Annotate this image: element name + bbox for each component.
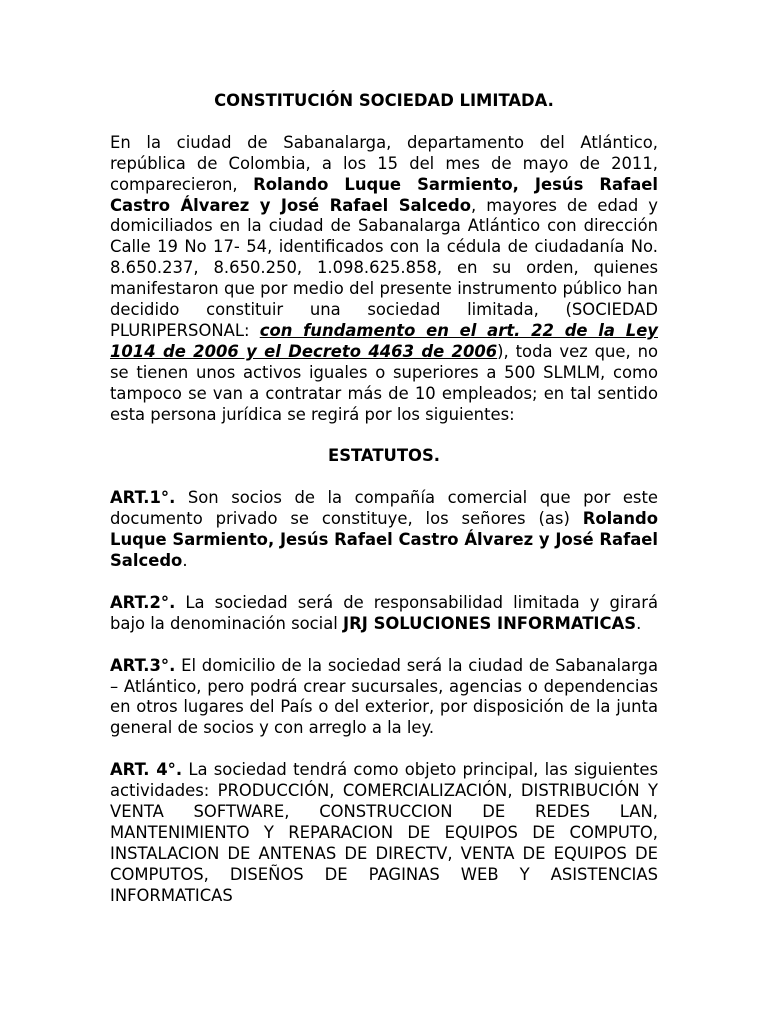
article-text: El domicilio de la sociedad será la ciudad de Sabanalarga – Atlántico, pero podrá crear sucursales, agencias o dependencias en otros lugares del País o del exterior, por disposición de la junta general de socios y con arreglo a la ley. <box>110 655 658 738</box>
article-label: ART.3°. <box>110 655 176 675</box>
article-2 <box>110 593 658 635</box>
article-4 <box>110 760 658 906</box>
intro-text-3: ), toda vez que, no se tienen unos activos iguales o superiores a 500 SLMLM, como tampoco se van a contratar más de 10 empleados; en tal sentido esta persona jurídica se regirá por los siguientes: <box>110 341 658 424</box>
article-3 <box>110 656 658 740</box>
document-page <box>110 91 658 906</box>
intro-names: Rolando Luque Sarmiento, Jesús Rafael Castro Álvarez y José Rafael Salcedo <box>110 174 658 215</box>
article-text: La sociedad tendrá como objeto principal, las siguientes actividades: PRODUCCIÓN, COMERCIALIZACIÓN, DISTRIBUCIÓN Y VENTA SOFTWARE, CONSTRUCCION DE REDES LAN, MANTENIMIENTO Y REPARACION DE EQUIPOS DE COMPUTO, INSTALACION DE ANTENAS DE DIRECTV, VENTA DE EQUIPOS DE COMPUTOS, DISEÑOS DE PAGINAS WEB Y ASISTENCIAS INFORMATICAS <box>110 760 658 905</box>
article-text: La sociedad será de responsabilidad limitada y girará bajo la denominación social <box>110 592 658 633</box>
article-text: Son socios de la compañía comercial que por este documento privado se constituye, los señores (as) <box>110 488 658 529</box>
article-bold-text: Rolando Luque Sarmiento, Jesús Rafael Castro Álvarez y José Rafael Salcedo <box>110 509 658 571</box>
article-text-end: . <box>182 551 188 571</box>
intro-text-1: En la ciudad de Sabanalarga, departamento del Atlántico, república de Colombia, a los 15 del mes de mayo de 2011, comparecieron, <box>110 132 658 194</box>
article-text-end: . <box>636 613 642 633</box>
intro-paragraph <box>110 133 658 426</box>
intro-text-2: , mayores de edad y domiciliados en la ciudad de Sabanalarga Atlántico con dirección Calle 19 No 17- 54, identificados con la cédula de ciudadanía No. 8.650.237, 8.650.250, 1.098.625.858, en su orden, quienes manifestaron que por medio del presente instrumento público han decidido constituir una sociedad limitada, (SOCIEDAD PLURIPERSONAL: <box>110 195 658 340</box>
article-bold-text: JRJ SOLUCIONES INFORMATICAS <box>343 613 637 633</box>
article-label: ART.2°. <box>110 592 176 612</box>
article-label: ART. 4°. <box>110 760 183 780</box>
article-1 <box>110 488 658 572</box>
document-title: CONSTITUCIÓN SOCIEDAD LIMITADA. <box>214 91 554 110</box>
section-heading: ESTATUTOS. <box>328 446 440 466</box>
legal-reference: con fundamento en el art. 22 de la Ley 1014 de 2006 y el Decreto 4463 de 2006 <box>110 320 658 361</box>
article-label: ART.1°. <box>110 488 176 508</box>
